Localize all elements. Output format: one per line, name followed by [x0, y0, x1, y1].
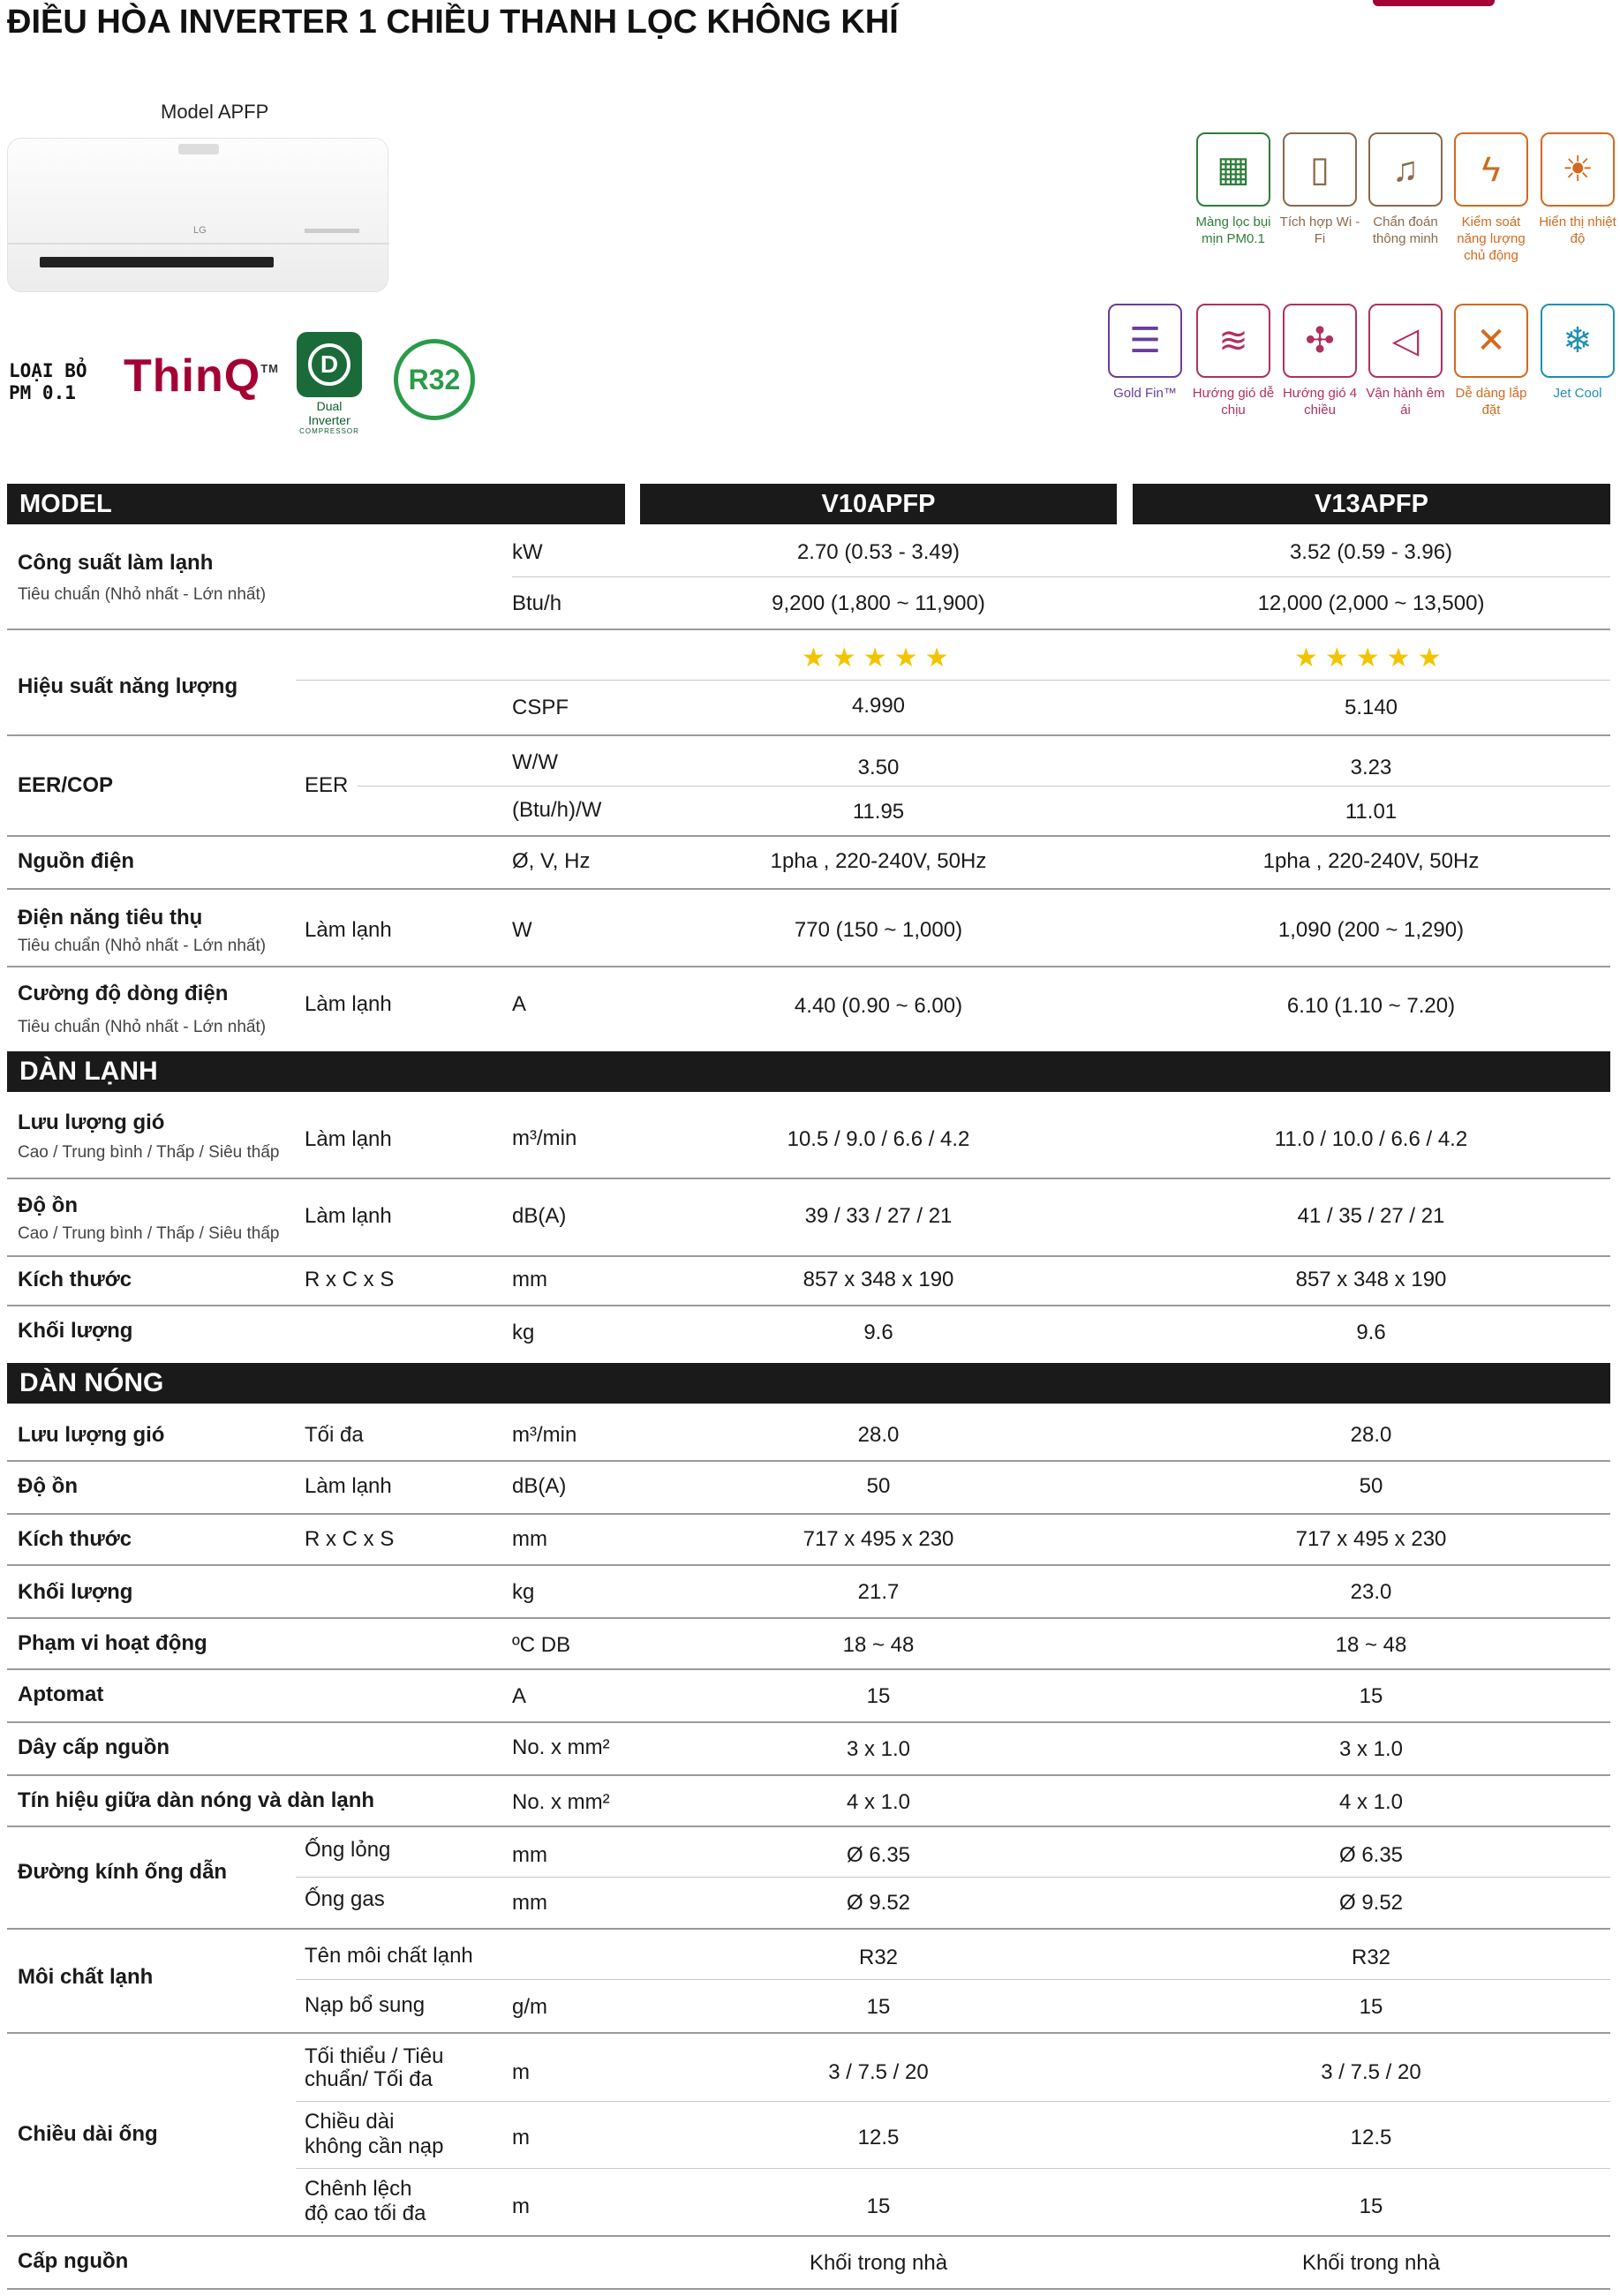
cell-v10: 717 x 495 x 230 — [802, 1527, 954, 1551]
row-unit: m — [512, 2194, 530, 2218]
diagnosis-icon: ♫ — [1368, 132, 1443, 207]
cell-v10: 18 ~ 48 — [842, 1633, 915, 1657]
row-mode: EER — [305, 773, 349, 797]
product-image — [7, 138, 388, 292]
row-mode: độ cao tối đa — [305, 2202, 426, 2225]
row-label: Lưu lượng gió — [18, 1423, 165, 1447]
row-label: Tín hiệu giữa dàn nóng và dàn lạnh — [18, 1788, 375, 1812]
row-sublabel: Tiêu chuẩn (Nhỏ nhất - Lớn nhất) — [18, 585, 267, 604]
cell-v13: 3 / 7.5 / 20 — [1321, 2060, 1421, 2084]
row-unit: dB(A) — [512, 1204, 567, 1228]
cell-v10: 11.95 — [852, 800, 905, 824]
row-unit: Ø, V, Hz — [512, 849, 591, 873]
feature-label: Tích hợp Wi - Fi — [1279, 215, 1360, 246]
cell-v13: 50 — [1359, 1474, 1383, 1498]
cell-v10: 4.990 — [851, 694, 906, 718]
cell-v10: 4 x 1.0 — [846, 1790, 911, 1814]
cell-v13: 11.0 / 10.0 / 6.6 / 4.2 — [1274, 1127, 1468, 1151]
section-outdoor: DÀN NÓNG — [7, 1363, 1610, 1404]
row-label: Môi chất lạnh — [18, 1965, 154, 1989]
col-header-v13apfp: V13APFP — [1133, 484, 1610, 524]
model-header: MODEL — [7, 484, 625, 524]
row-unit: g/m — [512, 1995, 548, 2019]
cell-v10: 2.70 (0.53 - 3.49) — [796, 540, 961, 564]
cell-v13: 3 x 1.0 — [1338, 1737, 1404, 1761]
section-indoor: DÀN LẠNH — [7, 1051, 1610, 1092]
row-unit: m — [512, 2126, 530, 2149]
cell-v13: Khối trong nhà — [1301, 2251, 1441, 2275]
row-unit: kg — [512, 1580, 535, 1604]
row-unit: (Btu/h)/W — [512, 798, 602, 822]
feature-label: Chẩn đoán thông minh — [1372, 215, 1439, 246]
cell-v13: Ø 6.35 — [1338, 1843, 1404, 1867]
feature-label: Hiển thị nhiệt độ — [1539, 215, 1616, 246]
cell-v10: 50 — [866, 1474, 891, 1498]
row-mode: Làm lạnh — [305, 1204, 392, 1228]
cell-v13: 15 — [1359, 1684, 1383, 1708]
cell-v13: R32 — [1351, 1946, 1391, 1969]
cell-v10: 9.6 — [863, 1321, 893, 1344]
cell-v10: 3 x 1.0 — [846, 1737, 911, 1761]
thinq-logo: ThinQ™ — [124, 350, 279, 402]
row-label: Phạm vi hoạt động — [18, 1631, 207, 1655]
row-label: Cấp nguồn — [18, 2249, 129, 2273]
row-mode: Nạp bổ sung — [305, 1993, 426, 2017]
row-mode: Làm lạnh — [305, 992, 392, 1016]
four-way-air-icon: ✣ — [1283, 304, 1357, 378]
row-unit: A — [512, 992, 527, 1016]
cell-v13: 6.10 (1.10 ~ 7.20) — [1286, 994, 1456, 1018]
row-unit: CSPF — [512, 696, 569, 719]
cell-v10: 15 — [866, 1995, 891, 2019]
quiet-icon: ◁ — [1368, 304, 1443, 378]
pm01-logo: LOẠI BỎ PM 0.1 — [9, 360, 87, 403]
row-label: Kích thước — [18, 1268, 132, 1291]
cell-v10: 15 — [866, 1684, 891, 1708]
cell-v10: 9,200 (1,800 ~ 11,900) — [772, 591, 985, 615]
row-unit: ºC DB — [512, 1633, 571, 1657]
row-label: Độ ồn — [18, 1474, 78, 1498]
dual-inverter-logo: D Dual Inverter COMPRESSOR — [294, 332, 365, 429]
row-mode: Ống lỏng — [305, 1838, 391, 1862]
feature-label: Vận hành êm ái — [1366, 386, 1445, 418]
row-mode: Ống gas — [305, 1887, 385, 1911]
cell-v10: Ø 6.35 — [846, 1843, 911, 1867]
cell-v10: 39 / 33 / 27 / 21 — [804, 1204, 953, 1228]
row-mode: không cần nạp — [305, 2134, 444, 2158]
row-mode: Chênh lệch — [305, 2177, 412, 2201]
cell-v13: 717 x 495 x 230 — [1295, 1527, 1447, 1551]
cell-v13: 12.5 — [1350, 2126, 1392, 2149]
row-unit: kg — [512, 1321, 535, 1344]
row-unit: W/W — [512, 750, 558, 774]
feature-label: Kiểm soát năng lượng chủ động — [1457, 215, 1526, 263]
cell-v10: Ø 9.52 — [846, 1891, 911, 1915]
row-label: Độ ồn — [18, 1193, 78, 1217]
feature-label: Jet Cool — [1553, 386, 1602, 401]
row-unit: W — [512, 918, 532, 942]
cell-v10: 4.40 (0.90 ~ 6.00) — [794, 994, 963, 1018]
cell-v13: 3.52 (0.59 - 3.96) — [1289, 540, 1453, 564]
cell-v13: 15 — [1359, 1995, 1383, 2019]
col-header-v10apfp: V10APFP — [640, 484, 1117, 524]
row-label: Đường kính ống dẫn — [18, 1860, 228, 1884]
feature-label: Màng lọc bụi mịn PM0.1 — [1195, 215, 1271, 246]
cell-v10: 857 x 348 x 190 — [802, 1268, 954, 1291]
row-label: EER/COP — [18, 773, 114, 797]
row-unit: m³/min — [512, 1423, 577, 1447]
jet-cool-icon: ❄ — [1541, 304, 1615, 378]
cell-v10: Khối trong nhà — [809, 2251, 948, 2275]
star-rating-icon: ★★★★★ — [802, 644, 956, 673]
row-sublabel: Tiêu chuẩn (Nhỏ nhất - Lớn nhất) — [18, 1018, 267, 1036]
cell-v13: 4 x 1.0 — [1338, 1790, 1404, 1814]
row-unit: mm — [512, 1527, 547, 1551]
row-mode: R x C x S — [305, 1527, 395, 1551]
cell-v13: 18 ~ 48 — [1335, 1633, 1407, 1657]
cell-v13: 5.140 — [1344, 696, 1398, 719]
row-sublabel: Tiêu chuẩn (Nhỏ nhất - Lớn nhất) — [18, 937, 267, 955]
gold-fin-icon: ☰ — [1108, 304, 1182, 378]
row-unit: No. x mm² — [512, 1790, 610, 1814]
row-sublabel: Cao / Trung bình / Thấp / Siêu thấp — [18, 1143, 280, 1162]
cell-v10: 21.7 — [857, 1580, 900, 1604]
brand-accent-bar — [1373, 0, 1495, 6]
cell-v10: 3.50 — [857, 756, 900, 779]
temperature-display-icon: ☀ — [1541, 132, 1615, 207]
row-label: Khối lượng — [18, 1319, 133, 1343]
row-label: Công suất làm lạnh — [18, 551, 214, 575]
cell-v13: 3.23 — [1350, 756, 1392, 779]
row-mode: Tên môi chất lạnh — [305, 1944, 473, 1968]
row-unit: m³/min — [512, 1126, 577, 1150]
row-unit: Btu/h — [512, 591, 562, 615]
cell-v13: 41 / 35 / 27 / 21 — [1297, 1204, 1445, 1228]
cell-v13: 28.0 — [1350, 1423, 1392, 1447]
cell-v13: 1pha , 220-240V, 50Hz — [1262, 849, 1480, 873]
cell-v13: 857 x 348 x 190 — [1295, 1268, 1447, 1291]
row-unit: A — [512, 1684, 527, 1708]
row-mode: Tối thiểu / Tiêu — [305, 2044, 444, 2068]
row-label: Chiều dài ống — [18, 2122, 158, 2146]
cell-v10: 1pha , 220-240V, 50Hz — [770, 849, 987, 873]
row-mode: chuẩn/ Tối đa — [305, 2067, 433, 2091]
feature-label: Dễ dàng lắp đặt — [1455, 386, 1527, 418]
lg-logo-icon: LG — [193, 225, 207, 236]
cell-v10: 15 — [866, 2194, 891, 2218]
row-label: Lưu lượng gió — [18, 1110, 165, 1134]
row-label: Aptomat — [18, 1682, 104, 1706]
row-mode: Làm lạnh — [305, 1127, 392, 1151]
row-unit: mm — [512, 1891, 547, 1915]
dual-inverter-icon: D — [308, 343, 350, 386]
row-label: Nguồn điện — [18, 849, 134, 873]
wifi-phone-icon: ▯ — [1283, 132, 1357, 207]
row-unit: kW — [512, 540, 543, 564]
cell-v10: R32 — [858, 1946, 899, 1969]
row-mode: Tối đa — [305, 1423, 364, 1447]
cell-v10: 28.0 — [857, 1423, 900, 1447]
filter-icon: ▦ — [1196, 132, 1270, 207]
row-mode: Làm lạnh — [305, 1474, 392, 1498]
feature-label: Hướng gió dễ chịu — [1192, 386, 1275, 418]
row-sublabel: Cao / Trung bình / Thấp / Siêu thấp — [18, 1224, 280, 1243]
row-mode: Chiều dài — [305, 2110, 395, 2134]
row-label: Cường độ dòng điện — [18, 982, 229, 1005]
cell-v10: 3 / 7.5 / 20 — [828, 2060, 929, 2084]
feature-label: Hướng gió 4 chiều — [1282, 386, 1358, 418]
cell-v13: 23.0 — [1350, 1580, 1392, 1604]
row-unit: dB(A) — [512, 1474, 567, 1498]
cell-v10: 10.5 / 9.0 / 6.6 / 4.2 — [787, 1127, 970, 1151]
row-label: Dây cấp nguồn — [18, 1735, 170, 1759]
cell-v13: 12,000 (2,000 ~ 13,500) — [1257, 591, 1485, 615]
row-unit: m — [512, 2060, 530, 2084]
row-unit: No. x mm² — [512, 1735, 610, 1759]
cell-v10: 770 (150 ~ 1,000) — [794, 918, 963, 942]
feature-label: Gold Fin™ — [1113, 386, 1177, 401]
row-unit: mm — [512, 1843, 547, 1867]
energy-control-icon: ϟ — [1454, 132, 1528, 207]
row-mode: R x C x S — [305, 1268, 395, 1291]
tools-icon: ✕ — [1454, 304, 1528, 378]
model-label: Model APFP — [161, 101, 269, 123]
cell-v10: 12.5 — [857, 2126, 900, 2149]
row-mode: Làm lạnh — [305, 918, 392, 942]
r32-logo: R32 — [394, 339, 475, 420]
row-unit: mm — [512, 1268, 547, 1291]
row-label: Điện năng tiêu thụ — [18, 906, 203, 930]
cell-v13: 15 — [1359, 2194, 1383, 2218]
cell-v13: Ø 9.52 — [1338, 1891, 1404, 1915]
row-label: Hiệu suất năng lượng — [18, 674, 238, 698]
star-rating-icon: ★★★★★ — [1294, 644, 1449, 673]
row-label: Kích thước — [18, 1527, 132, 1551]
row-label: Khối lượng — [18, 1580, 133, 1604]
comfort-air-icon: ≋ — [1196, 304, 1270, 378]
cell-v13: 1,090 (200 ~ 1,290) — [1277, 918, 1465, 942]
page-title: ĐIỀU HÒA INVERTER 1 CHIỀU THANH LỌC KHÔNG KHÍ — [7, 4, 899, 41]
cell-v13: 11.01 — [1345, 800, 1398, 824]
cell-v13: 9.6 — [1356, 1321, 1386, 1344]
